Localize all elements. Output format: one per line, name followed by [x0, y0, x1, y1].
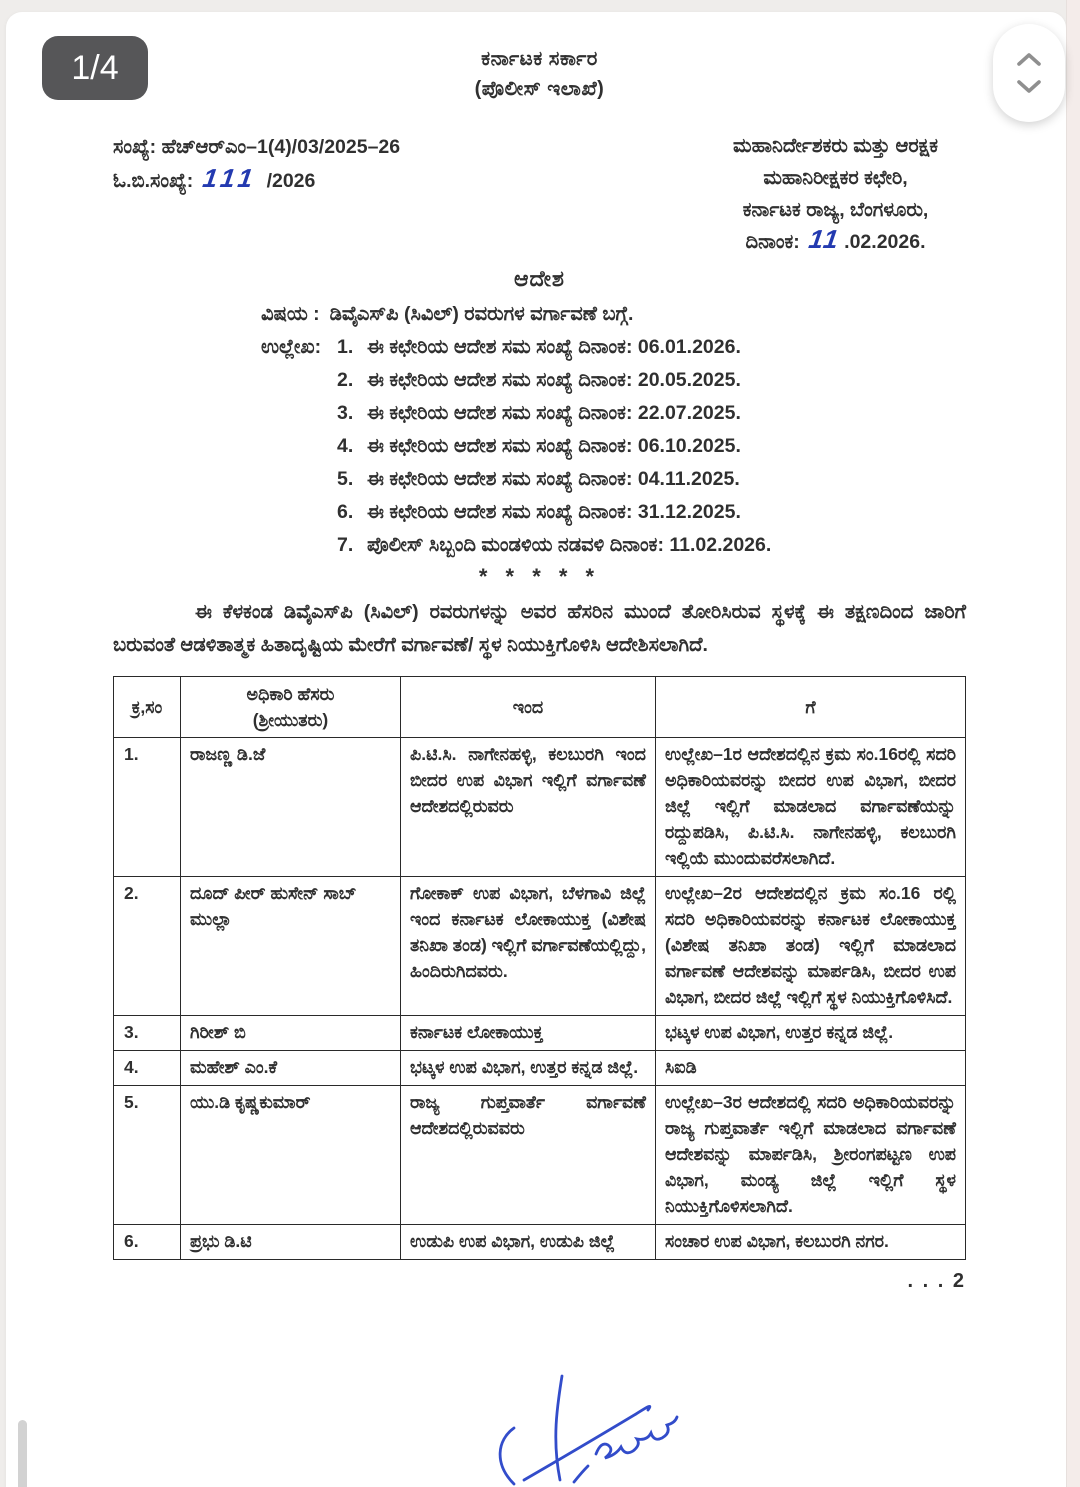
scan-edge-strip — [1066, 0, 1080, 1487]
reference-num: 2. — [337, 369, 354, 391]
header-from: ಇಂದ — [401, 677, 656, 738]
cell-from: ರಾಜ್ಯ ಗುಪ್ತವಾರ್ತೆ ವರ್ಗಾವಣೆ ಆದೇಶದಲ್ಲಿರುವವರು — [401, 1086, 656, 1225]
references-list — [261, 331, 966, 562]
reference-item — [337, 463, 966, 496]
reference-text: ಈ ಕಛೇರಿಯ ಆದೇಶ ಸಮ ಸಂಖ್ಯೆ ದಿನಾಂಕ: 06.01.2026. — [367, 336, 741, 358]
order-title: ಆದೇಶ — [513, 266, 565, 291]
table-row — [114, 1051, 966, 1086]
cell-officer-name: ಮಹೇಶ್ ಎಂ.ಕೆ — [181, 1051, 401, 1086]
reference-item — [337, 364, 966, 397]
cell-officer-name: ಗಿರೀಶ್ ಬಿ — [181, 1016, 401, 1051]
chevron-up-icon[interactable] — [1014, 51, 1044, 68]
reference-num: 5. — [337, 468, 354, 490]
header-officer-name-line1: ಅಧಿಕಾರಿ ಹೆಸರು — [246, 684, 335, 704]
scrollbar-thumb[interactable] — [18, 1420, 27, 1487]
asterisk-separator: * * * * * — [478, 564, 601, 589]
table-header-row — [114, 677, 966, 738]
cell-to: ಸಂಚಾರ ಉಪ ವಿಭಾಗ, ಕಲಬುರಗಿ ನಗರ. — [656, 1225, 966, 1260]
ob-number-suffix: /2026 — [266, 170, 316, 192]
cell-from: ಪಿ.ಟಿ.ಸಿ. ನಾಗೇನಹಳ್ಳಿ, ಕಲಬುರಗಿ ಇಂದ ಬೀದರ ಉಪ ವಿಭಾಗ ಇಲ್ಲಿಗೆ ವರ್ಗಾವಣೆ ಆದೇಶದಲ್ಲಿರುವರು — [401, 738, 656, 877]
cell-from: ಗೋಕಾಕ್ ಉಪ ವಿಭಾಗ, ಬೆಳಗಾವಿ ಜಿಲ್ಲೆ ಇಂದ ಕರ್ನಾಟಕ ಲೋಕಾಯುಕ್ತ (ವಿಶೇಷ ತನಿಖಾ ತಂಡ) ಇಲ್ಲಿಗೆ ವರ್ಗಾವಣೆಯಲ್ಲಿದ್ದು, ಹಿಂದಿರುಗಿದವರು. — [401, 877, 656, 1016]
ob-number-handwritten: 111 — [200, 163, 260, 193]
transfer-table — [113, 676, 966, 1260]
cell-from: ಭಟ್ಕಳ ಉಪ ವಿಭಾಗ, ಉತ್ತರ ಕನ್ನಡ ಜಿಲ್ಲೆ. — [401, 1051, 656, 1086]
cell-officer-name: ಯು.ಡಿ ಕೃಷ್ಣಕುಮಾರ್ — [181, 1086, 401, 1225]
reference-item — [337, 430, 966, 463]
cell-from: ಕರ್ನಾಟಕ ಲೋಕಾಯುಕ್ತ — [401, 1016, 656, 1051]
reference-number-row — [113, 130, 966, 258]
date-label: ದಿನಾಂಕ: — [745, 231, 800, 253]
cell-sl: 6. — [114, 1225, 181, 1260]
cell-from: ಉಡುಪಿ ಉಪ ವಿಭಾಗ, ಉಡುಪಿ ಜಿಲ್ಲೆ — [401, 1225, 656, 1260]
header-officer-name — [181, 677, 401, 738]
continuation-page-number: . . . 2 — [907, 1270, 966, 1292]
reference-text: ಈ ಕಛೇರಿಯ ಆದೇಶ ಸಮ ಸಂಖ್ಯೆ ದಿನಾಂಕ: 31.12.2025. — [367, 501, 741, 523]
ob-number-line — [113, 164, 400, 198]
reference-item — [337, 529, 966, 562]
cell-sl: 5. — [114, 1086, 181, 1225]
issuing-office-block — [733, 130, 938, 258]
page-indicator-text: 1/4 — [71, 48, 119, 87]
document-page — [6, 12, 1066, 1487]
reference-item — [337, 331, 966, 364]
scroll-control-pill[interactable] — [993, 24, 1065, 122]
government-title: ಕರ್ನಾಟಕ ಸರ್ಕಾರ — [481, 48, 598, 70]
document-content — [6, 12, 1066, 1293]
reference-text: ಈ ಕಛೇರಿಯ ಆದೇಶ ಸಮ ಸಂಖ್ಯೆ ದಿನಾಂಕ: 20.05.2025. — [367, 369, 741, 391]
chevron-down-icon[interactable] — [1014, 78, 1044, 95]
cell-to: ಉಲ್ಲೇಖ–1ರ ಆದೇಶದಲ್ಲಿನ ಕ್ರಮ ಸಂ.16ರಲ್ಲಿ ಸದರಿ ಅಧಿಕಾರಿಯವರನ್ನು ಬೀದರ ಉಪ ವಿಭಾಗ, ಬೀದರ ಜಿಲ್ಲೆ ಇಲ್ಲಿಗೆ ಮಾಡಲಾದ ವರ್ಗಾವಣೆಯನ್ನು ರದ್ದುಪಡಿಸಿ, ಪಿ.ಟಿ.ಸಿ. ನಾಗೇನಹಳ್ಳಿ, ಕಲಬುರಗಿ ಇಲ್ಲಿಯೆ ಮುಂದುವರೆಸಲಾಗಿದೆ. — [656, 738, 966, 877]
cell-sl: 3. — [114, 1016, 181, 1051]
table-row — [114, 1086, 966, 1225]
page-indicator-badge — [42, 36, 148, 100]
header-officer-name-line2: (ಶ್ರೀಯುತರು) — [252, 710, 329, 730]
office-line-1: ಮಹಾನಿರ್ದೇಶಕರು ಮತ್ತು ಆರಕ್ಷಕ — [733, 135, 938, 157]
department-title: (ಪೊಲೀಸ್ ಇಲಾಖೆ) — [474, 78, 605, 100]
order-body-paragraph: ಈ ಕೆಳಕಂಡ ಡಿವೈಎಸ್‌ಪಿ (ಸಿವಿಲ್) ರವರುಗಳನ್ನು ಅವರ ಹೆಸರಿನ ಮುಂದೆ ತೋರಿಸಿರುವ ಸ್ಥಳಕ್ಕೆ ಈ ತಕ್ಷಣದಿಂದ ಜಾರಿಗೆ ಬರುವಂತೆ ಆಡಳಿತಾತ್ಮಕ ಹಿತಾದೃಷ್ಟಿಯ ಮೇರೆಗೆ ವರ್ಗಾವಣೆ/ ಸ್ಥಳ ನಿಯುಕ್ತಿಗೊಳಿಸಿ ಆದೇಶಿಸಲಾಗಿದೆ. — [113, 601, 966, 656]
cell-to: ಭಟ್ಕಳ ಉಪ ವಿಭಾಗ, ಉತ್ತರ ಕನ್ನಡ ಜಿಲ್ಲೆ. — [656, 1016, 966, 1051]
document-header — [113, 44, 966, 104]
reference-item — [337, 496, 966, 529]
reference-num: 3. — [337, 402, 354, 424]
reference-num: 6. — [337, 501, 354, 523]
reference-text: ಈ ಕಛೇರಿಯ ಆದೇಶ ಸಮ ಸಂಖ್ಯೆ ದಿನಾಂಕ: 22.07.2025. — [367, 402, 741, 424]
date-rest: .02.2026. — [844, 231, 926, 253]
cell-to: ಉಲ್ಲೇಖ–2ರ ಆದೇಶದಲ್ಲಿನ ಕ್ರಮ ಸಂ.16 ರಲ್ಲಿ ಸದರಿ ಅಧಿಕಾರಿಯವರನ್ನು ಕರ್ನಾಟಕ ಲೋಕಾಯುಕ್ತ (ವಿಶೇಷ ತನಿಖಾ ತಂಡ) ಇಲ್ಲಿಗೆ ಮಾಡಲಾದ ವರ್ಗಾವಣೆ ಆದೇಶವನ್ನು ಮಾರ್ಪಡಿಸಿ, ಬೀದರ ಉಪ ವಿಭಾಗ, ಬೀದರ ಜಿಲ್ಲೆ ಇಲ್ಲಿಗೆ ಸ್ಥಳ ನಿಯುಕ್ತಿಗೊಳಿಸಿದೆ. — [656, 877, 966, 1016]
subject-label: ವಿಷಯ : — [261, 303, 320, 325]
signature-handwritten — [478, 1362, 728, 1487]
date-line — [733, 226, 938, 258]
cell-officer-name: ಪ್ರಭು ಡಿ.ಟಿ — [181, 1225, 401, 1260]
table-row — [114, 1016, 966, 1051]
office-line-3: ಕರ್ನಾಟಕ ರಾಜ್ಯ, ಬೆಂಗಳೂರು, — [742, 199, 929, 221]
table-row — [114, 738, 966, 877]
cell-sl: 2. — [114, 877, 181, 1016]
reference-item — [337, 397, 966, 430]
order-number-line: ಸಂಖ್ಯೆ: ಹೆಚ್‌ಆರ್‌ಎಂ–1(4)/03/2025–26 — [113, 136, 401, 158]
cell-sl: 1. — [114, 738, 181, 877]
references-label: ಉಲ್ಲೇಖ: — [261, 336, 322, 358]
cell-officer-name: ದೂದ್ ಪೀರ್ ಹುಸೇನ್ ಸಾಬ್ ಮುಲ್ಲಾ — [181, 877, 401, 1016]
ob-number-label: ಓ.ಬಿ.ಸಂಖ್ಯೆ: — [113, 170, 194, 192]
header-to: ಗೆ — [656, 677, 966, 738]
reference-text: ಪೊಲೀಸ್ ಸಿಬ್ಬಂದಿ ಮಂಡಳಿಯ ನಡವಳಿ ದಿನಾಂಕ: 11.02.2026. — [367, 534, 772, 556]
reference-num: 1. — [337, 336, 354, 358]
cell-to: ಸಿಐಡಿ — [656, 1051, 966, 1086]
table-row — [114, 1225, 966, 1260]
reference-text: ಈ ಕಛೇರಿಯ ಆದೇಶ ಸಮ ಸಂಖ್ಯೆ ದಿನಾಂಕ: 06.10.2025. — [367, 435, 741, 457]
reference-num: 4. — [337, 435, 354, 457]
cell-to: ಉಲ್ಲೇಖ–3ರ ಆದೇಶದಲ್ಲಿ ಸದರಿ ಅಧಿಕಾರಿಯವರನ್ನು ರಾಜ್ಯ ಗುಪ್ತವಾರ್ತೆ ಇಲ್ಲಿಗೆ ಮಾಡಲಾದ ವರ್ಗಾವಣೆ ಆದೇಶವನ್ನು ಮಾರ್ಪಡಿಸಿ, ಶ್ರೀರಂಗಪಟ್ಟಣ ಉಪ ವಿಭಾಗ, ಮಂಡ್ಯ ಜಿಲ್ಲೆ ಇಲ್ಲಿಗೆ ಸ್ಥಳ ನಿಯುಕ್ತಿಗೊಳಿಸಲಾಗಿದೆ. — [656, 1086, 966, 1225]
cell-officer-name: ರಾಜಣ್ಣ ಡಿ.ಜೆ — [181, 738, 401, 877]
header-sl-no: ಕ್ರ,ಸಂ — [114, 677, 181, 738]
table-row — [114, 877, 966, 1016]
date-handwritten: 11 — [807, 224, 843, 254]
order-number-block — [113, 130, 400, 258]
cell-sl: 4. — [114, 1051, 181, 1086]
office-line-2: ಮಹಾನಿರೀಕ್ಷಕರ ಕಛೇರಿ, — [763, 167, 908, 189]
subject-text: ಡಿವೈಎಸ್‌ಪಿ (ಸಿವಿಲ್) ರವರುಗಳ ವರ್ಗಾವಣೆ ಬಗ್ಗೆ. — [329, 303, 634, 325]
reference-num: 7. — [337, 534, 354, 556]
subject-line — [261, 298, 966, 331]
reference-text: ಈ ಕಛೇರಿಯ ಆದೇಶ ಸಮ ಸಂಖ್ಯೆ ದಿನಾಂಕ: 04.11.2025. — [367, 468, 740, 490]
